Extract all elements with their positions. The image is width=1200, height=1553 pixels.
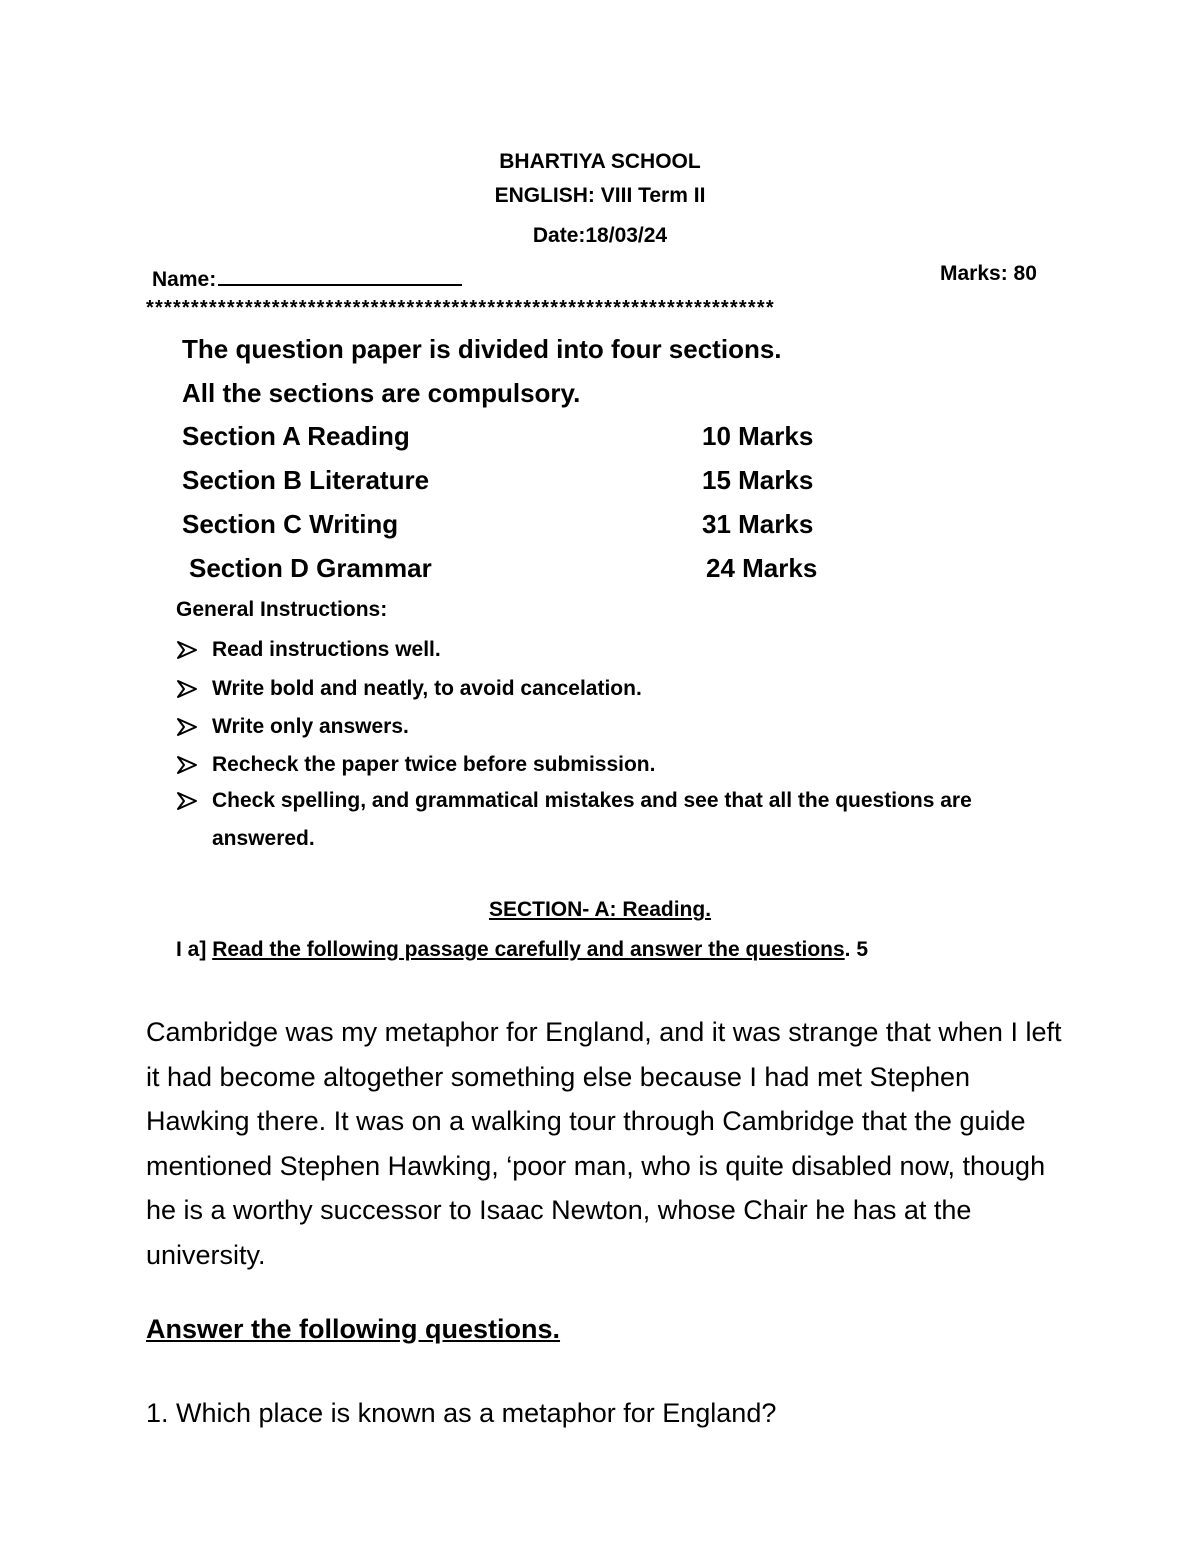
name-label: Name: [152,268,217,291]
name-blank-line[interactable] [218,262,462,286]
instruction-text: Write bold and neatly, to avoid cancelation. [212,677,642,700]
section-d-name: Section D Grammar [189,553,432,583]
instruction-text: Read instructions well. [212,638,441,661]
general-instructions-title: General Instructions: [176,598,388,621]
section-d-marks: 24 Marks [706,553,818,583]
star-divider: ********************************************************************** [146,297,775,319]
question-1: 1. Which place is known as a metaphor for England? [146,1398,777,1428]
answer-heading: Answer the following questions. [146,1314,561,1344]
section-a-name: Section A Reading [182,421,410,451]
arrow-bullet-icon [176,708,198,746]
name-field[interactable] [152,262,462,292]
question-1a-instruction [176,938,868,962]
question-number: I a] [176,938,207,961]
section-c-name: Section C Writing [182,509,399,539]
school-name: BHARTIYA SCHOOL [499,150,701,173]
arrow-bullet-icon [176,631,198,669]
arrow-bullet-icon [176,670,198,708]
section-a-marks: 10 Marks [702,421,814,451]
subject-title: ENGLISH: VIII Term II [494,184,706,207]
section-a-title: SECTION- A: Reading. [488,898,712,921]
instruction-item [176,782,1046,858]
section-c-marks: 31 Marks [702,509,814,539]
arrow-bullet-icon [176,782,198,820]
intro-line-2: All the sections are compulsory. [182,378,581,408]
instruction-text: Recheck the paper twice before submission. [212,753,656,776]
instruction-text: Check spelling, and grammatical mistakes and see that all the questions are answered. [212,789,972,850]
total-marks: Marks: 80 [940,262,1037,285]
question-marks: . 5 [844,938,869,961]
intro-line-1: The question paper is divided into four sections. [182,334,782,364]
exam-date: Date:18/03/24 [532,224,668,247]
instruction-text: Write only answers. [212,715,409,738]
reading-passage: Cambridge was my metaphor for England, and it was strange that when I left it had become altogether something else because I had met Stephen Hawking there. It was on a walking tour through Cambridge that the guide mentioned Stephen Hawking, ‘poor man, who is quite disabled now, though he is a worthy successor to Isaac Newton, whose Chair he has at the university. [146,1017,1062,1270]
instruction-item [176,708,1046,746]
question-text: Read the following passage carefully and answer the questions [212,938,845,961]
instruction-item [176,631,1046,669]
arrow-bullet-icon [176,746,198,784]
section-b-name: Section B Literature [182,465,430,495]
section-b-marks: 15 Marks [702,465,814,495]
instruction-item [176,670,1046,708]
instruction-item [176,746,1046,784]
